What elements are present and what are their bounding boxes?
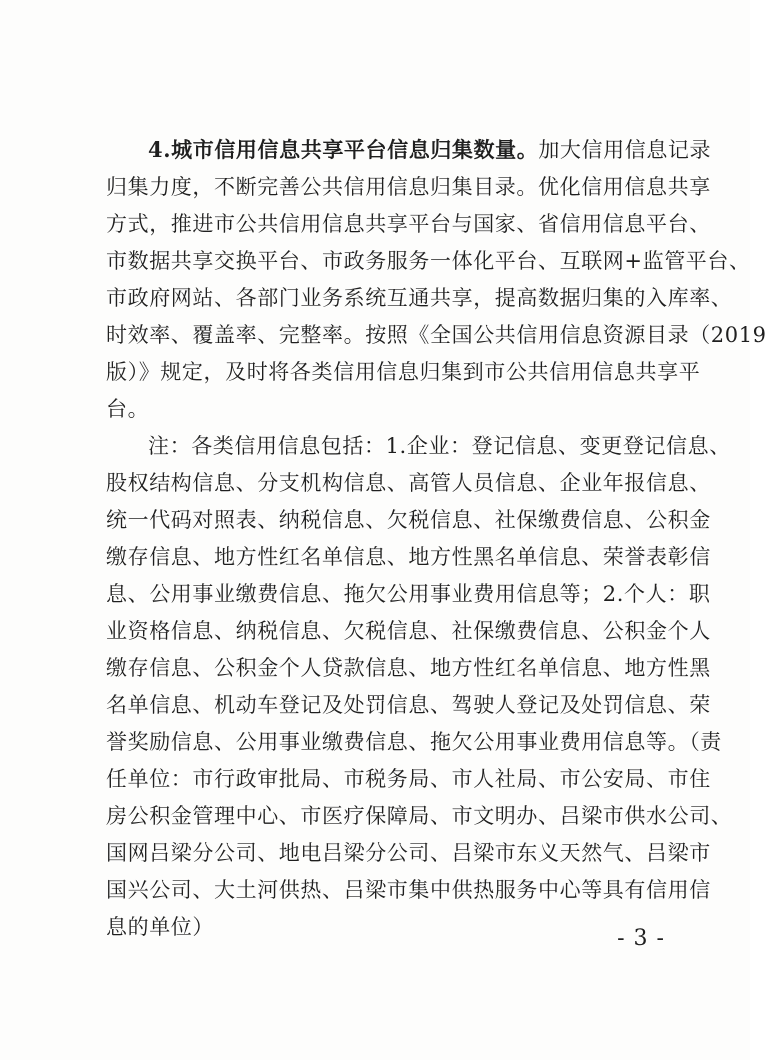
paragraph-2-line-9: 誉奖励信息、公用事业缴费信息、拖欠公用事业费用信息等。（责	[106, 730, 722, 754]
paragraph-2-line-8: 名单信息、机动车登记及处罚信息、驾驶人登记及处罚信息、荣	[106, 693, 711, 717]
paragraph-2-line-11: 房公积金管理中心、市医疗保障局、市文明办、吕梁市供水公司、	[106, 804, 733, 828]
paragraph-1-line-6: 时效率、覆盖率、完整率。按照《全国公共信用信息资源目录（2019	[106, 323, 767, 347]
paragraph-1-heading: 4.城市信用信息共享平台信息归集数量。	[148, 137, 539, 162]
paragraph-2-line-14: 息的单位）	[106, 915, 214, 939]
paragraph-2-line-3: 统一代码对照表、纳税信息、欠税信息、社保缴费信息、公积金	[106, 508, 711, 532]
paragraph-1-line-7: 版）》规定，及时将各类信用信息归集到市公共信用信息共享平	[106, 360, 701, 384]
page-number: - 3 -	[617, 926, 665, 951]
paragraph-1-line-5: 市政府网站、各部门业务系统互通共享，提高数据归集的入库率、	[106, 286, 733, 310]
paragraph-2-line-2: 股权结构信息、分支机构信息、高管人员信息、企业年报信息、	[106, 471, 711, 495]
paragraph-2-line-10: 任单位：市行政审批局、市税务局、市人社局、市公安局、市住	[106, 767, 711, 791]
paragraph-2-line-5: 息、公用事业缴费信息、拖欠公用事业费用信息等；2.个人：职	[106, 582, 711, 606]
paragraph-1-line-4: 市数据共享交换平台、市政务服务一体化平台、互联网+监管平台、	[106, 249, 751, 273]
paragraph-1-line-1-rest: 加大信用信息记录	[538, 138, 712, 162]
paragraph-2-line-1: 注：各类信用信息包括：1.企业：登记信息、变更登记信息、	[148, 434, 731, 458]
paragraph-2-line-12: 国网吕梁分公司、地电吕梁分公司、吕梁市东义天然气、吕梁市	[106, 841, 711, 865]
paragraph-1-line-8: 台。	[106, 397, 150, 421]
paragraph-2-line-7: 缴存信息、公积金个人贷款信息、地方性红名单信息、地方性黑	[106, 656, 711, 680]
paragraph-1-line-3: 方式，推进市公共信用信息共享平台与国家、省信用信息平台、	[106, 212, 711, 236]
paragraph-2-line-13: 国兴公司、大土河供热、吕梁市集中供热服务中心等具有信用信	[106, 878, 711, 902]
paragraph-2-line-6: 业资格信息、纳税信息、欠税信息、社保缴费信息、公积金个人	[106, 619, 711, 643]
paragraph-2-line-4: 缴存信息、地方性红名单信息、地方性黑名单信息、荣誉表彰信	[106, 545, 711, 569]
paragraph-1-line-2: 归集力度，不断完善公共信用信息归集目录。优化信用信息共享	[106, 175, 711, 199]
paragraph-1-line-1	[148, 132, 712, 168]
